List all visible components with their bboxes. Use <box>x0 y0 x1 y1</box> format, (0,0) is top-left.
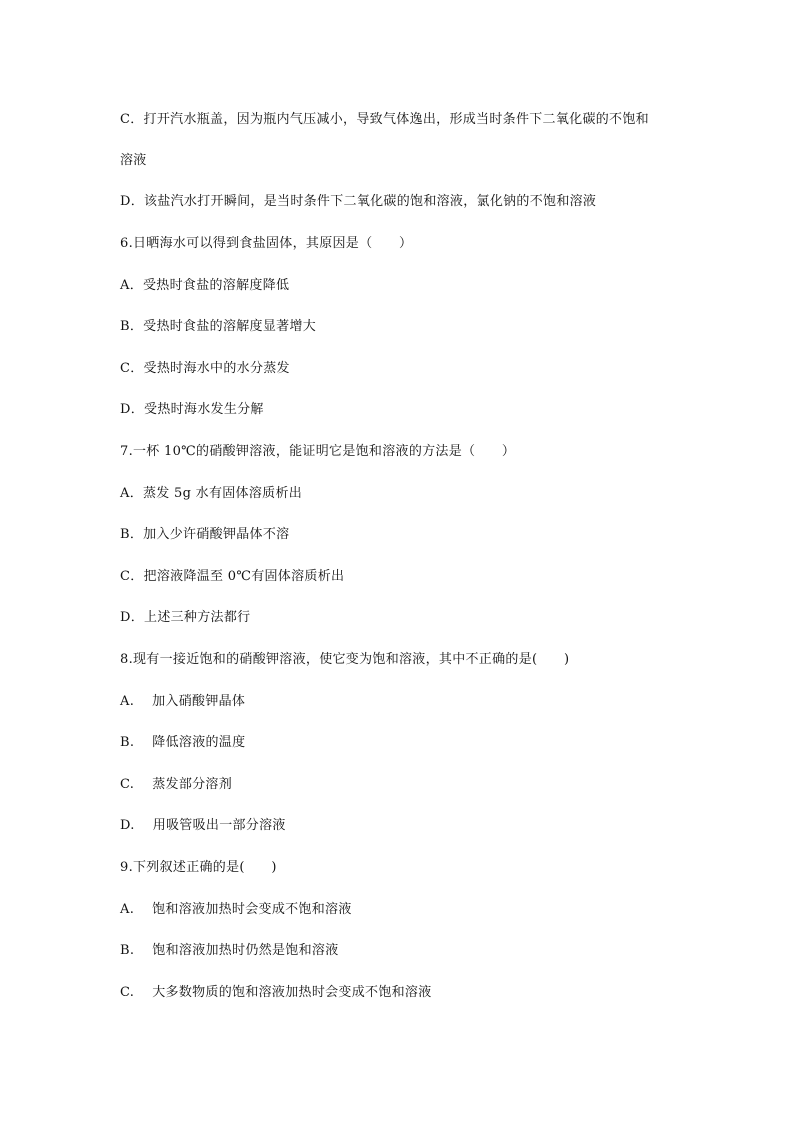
option-text: 降低溶液的温度 <box>152 735 246 750</box>
q6-option-a: A．受热时食盐的溶解度降低 <box>120 278 290 293</box>
option-label: A. <box>120 902 135 917</box>
question-8: 8.现有一接近饱和的硝酸钾溶液，使它变为饱和溶液，其中不正确的是( ) <box>120 652 570 667</box>
question-6: 6.日晒海水可以得到食盐固体，其原因是（ ） <box>120 236 413 251</box>
q5-option-c-line1: C．打开汽水瓶盖，因为瓶内气压减小，导致气体逸出，形成当时条件下二氧化碳的不饱和 <box>120 112 649 127</box>
q8-option-a <box>120 694 245 710</box>
option-label: B. <box>120 735 135 750</box>
q8-option-c <box>120 777 232 793</box>
q8-option-d <box>120 818 286 834</box>
q7-option-c: C．把溶液降温至 0℃有固体溶质析出 <box>120 569 345 584</box>
option-text: 蒸发部分溶剂 <box>152 777 233 792</box>
option-label: A. <box>120 694 135 709</box>
option-text: 用吸管吸出一部分溶液 <box>152 818 286 833</box>
q6-option-c: C．受热时海水中的水分蒸发 <box>120 361 290 376</box>
q6-option-b: B．受热时食盐的溶解度显著增大 <box>120 319 317 334</box>
option-text: 饱和溶液加热时会变成不饱和溶液 <box>152 902 352 917</box>
q5-option-c-line2: 溶液 <box>120 153 147 168</box>
question-7: 7.一杯 10℃的硝酸钾溶液，能证明它是饱和溶液的方法是（ ） <box>120 444 516 459</box>
q7-option-b: B．加入少许硝酸钾晶体不溶 <box>120 527 290 542</box>
option-text: 加入硝酸钾晶体 <box>152 694 246 709</box>
option-label: C. <box>120 985 135 1000</box>
q8-option-b <box>120 735 245 751</box>
option-label: D. <box>120 818 135 833</box>
option-label: B. <box>120 943 135 958</box>
q7-option-a: A．蒸发 5g 水有固体溶质析出 <box>120 486 303 501</box>
q7-option-d: D．上述三种方法都行 <box>120 610 251 625</box>
q9-option-a <box>120 902 352 918</box>
q5-option-d: D．该盐汽水打开瞬间，是当时条件下二氧化碳的饱和溶液，氯化钠的不饱和溶液 <box>120 194 597 209</box>
option-label: C. <box>120 777 135 792</box>
option-text: 饱和溶液加热时仍然是饱和溶液 <box>152 943 339 958</box>
option-text: 大多数物质的饱和溶液加热时会变成不饱和溶液 <box>152 985 432 1000</box>
question-9: 9.下列叙述正确的是( ) <box>120 860 277 875</box>
q9-option-c <box>120 985 432 1001</box>
q9-option-b <box>120 943 339 959</box>
q6-option-d: D．受热时海水发生分解 <box>120 402 264 417</box>
